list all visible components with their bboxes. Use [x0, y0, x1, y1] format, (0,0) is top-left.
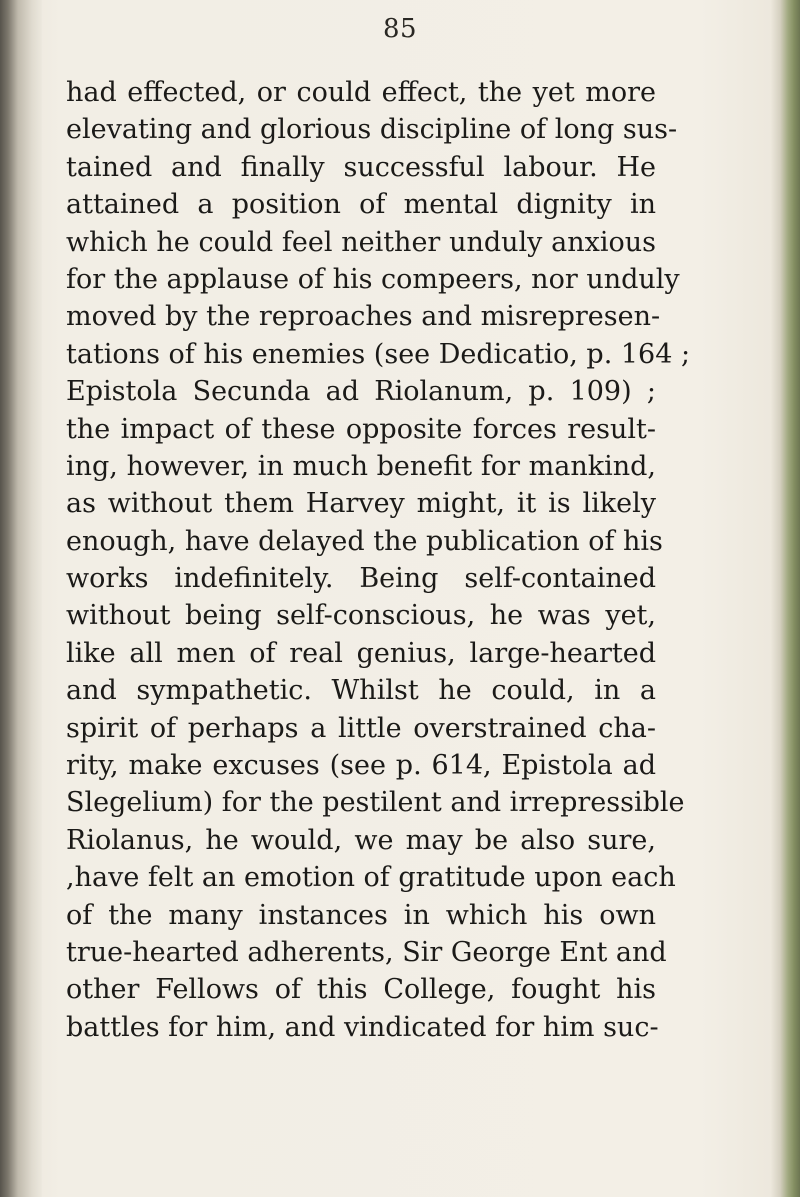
- text-line: tained and finally successful labour. He: [66, 151, 656, 183]
- right-page-edge: [770, 0, 800, 1197]
- text-line: elevating and glorious discipline of long sus-: [66, 114, 678, 146]
- text-line: ,have felt an emotion of gratitude upon each: [66, 862, 676, 894]
- text-line: which he could feel neither unduly anxious: [66, 226, 656, 258]
- text-line: tations of his enemies (see Dedicatio, p. 164 ;: [66, 338, 691, 370]
- text-line: enough, have delayed the publication of his: [66, 525, 663, 557]
- text-line: works indefinitely. Being self-contained: [66, 563, 656, 595]
- text-line: other Fellows of this College, fought his: [66, 974, 656, 1006]
- text-line: moved by the reproaches and misrepresen-: [66, 301, 661, 333]
- left-binding-edge: [0, 0, 42, 1197]
- text-line: rity, make excuses (see p. 614, Epistola ad: [66, 750, 656, 782]
- text-line: had effected, or could effect, the yet more: [66, 77, 656, 108]
- text-line: Slegelium) for the pestilent and irrepressible: [66, 787, 685, 819]
- text-line: the impact of these opposite forces result-: [66, 413, 656, 445]
- text-line: Epistola Secunda ad Riolanum, p. 109) ;: [66, 376, 656, 408]
- text-line: without being self-conscious, he was yet,: [66, 600, 656, 632]
- page-number: 85: [382, 14, 418, 44]
- text-line: as without them Harvey might, it is likely: [66, 488, 656, 520]
- text-line: like all men of real genius, large-hearted: [66, 637, 656, 669]
- text-line: and sympathetic. Whilst he could, in a: [66, 675, 656, 707]
- text-line: true-hearted adherents, Sir George Ent and: [66, 936, 667, 968]
- text-line: Riolanus, he would, we may be also sure,: [66, 824, 656, 856]
- body-text: [66, 74, 691, 1046]
- text-line: for the applause of his compeers, nor unduly: [66, 263, 680, 295]
- text-line: of the many instances in which his own: [66, 899, 656, 931]
- text-line: spirit of perhaps a little overstrained cha-: [66, 712, 656, 744]
- text-line: ing, however, in much benefit for mankind,: [66, 450, 656, 482]
- text-line: battles for him, and vindicated for him suc-: [66, 1011, 659, 1043]
- text-line: attained a position of mental dignity in: [66, 189, 656, 221]
